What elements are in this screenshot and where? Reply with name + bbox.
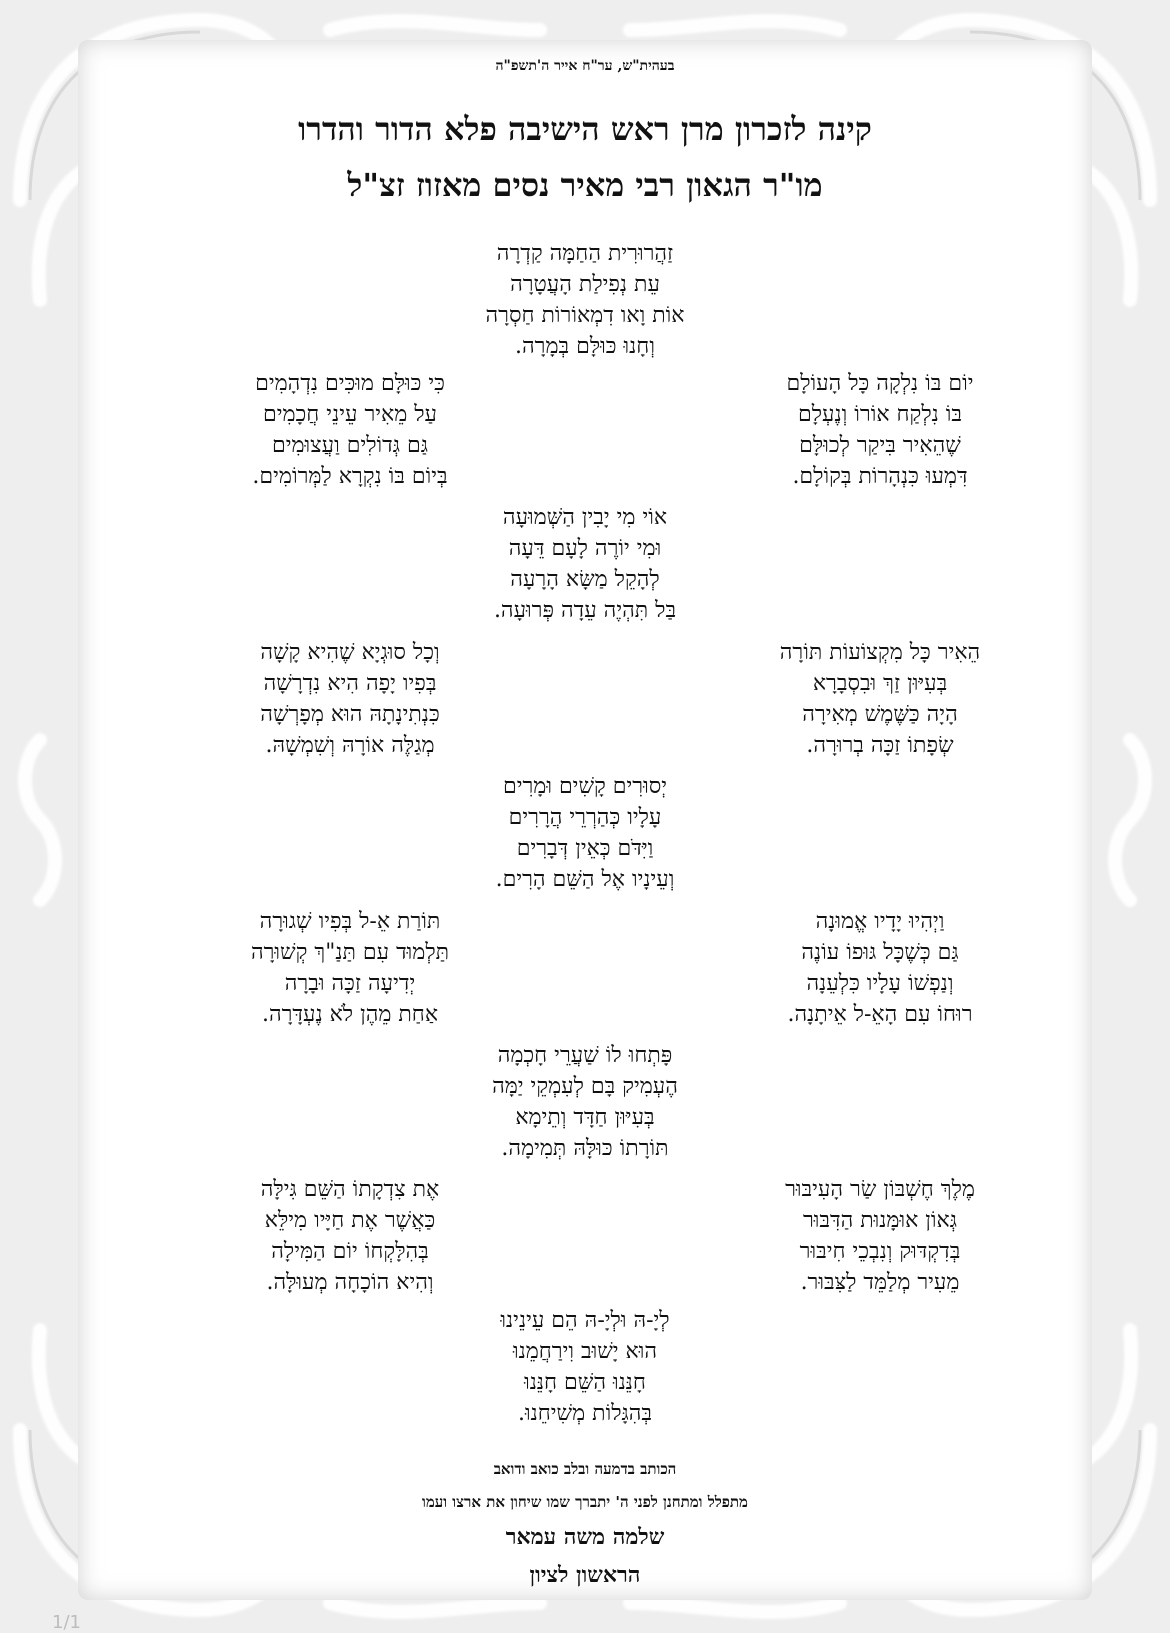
- verse-line: וְכָל סוּגְיָא שֶׁהִיא קָשָׁה: [260, 640, 440, 665]
- verse-line: מֵעִיר מְלַמֵּד לַצִּבּוּר.: [800, 1270, 960, 1295]
- verse-line: לְיָ-הּ וּלְיָ-הּ הֵם עֵינֵינוּ: [500, 1308, 670, 1333]
- verse-line: גְּאוֹן אוּמָּנוּת הַדִּבּוּר: [802, 1208, 958, 1233]
- verse-line: יוֹם בּוֹ נִלְקָה כָּל הָעוֹלָם: [786, 371, 974, 396]
- stanza-right-3: [760, 906, 1000, 1030]
- verse-line: שֶׁהֵאִיר בִּיקַר לְכוּלָּם: [799, 433, 961, 458]
- stanza-center-5: [420, 1305, 750, 1429]
- verse-line: חָנֵּנוּ הַשֵּׁם חָנֵּנוּ: [524, 1370, 646, 1395]
- verse-line: בְּיוֹם בּוֹ נִקְרָא לַמְּרוֹמִים.: [252, 464, 448, 489]
- stanza-right-1: [760, 368, 1000, 492]
- stanza-right-2: [760, 637, 1000, 761]
- verse-line: גַּם כְּשֶׁכָּל גּוּפוֹ עוֹנֶה: [801, 940, 959, 965]
- verse-line: יְדִיעָה זַכָּה וּבָרָה: [284, 971, 416, 996]
- verse-line: דִּמְעוּ כִּנְהָרוֹת בְּקוֹלָם.: [792, 464, 968, 489]
- verse-line: כִּי כּוּלָּם מוּכִּים נִדְהָמִים: [255, 371, 445, 396]
- verse-line: אוֹי מִי יָבִין הַשְּׁמוּעָה: [502, 505, 668, 530]
- verse-line: הֵאִיר כָּל מִקְצוֹעוֹת תּוֹרָה: [779, 640, 981, 665]
- signature-line-2: מתפלל ומתחנן לפני ה' יתברך שמו שיחון את ארצו ועמו: [422, 1493, 748, 1511]
- verse-line: יְסוּרִים קָשִׁים וּמָרִים: [502, 774, 668, 799]
- verse-line: בַּל תִּהְיֶה עֵדָה פְּרוּעָה.: [493, 598, 677, 623]
- verse-line: בְּדִקְדּוּק וְנִבְכֵי חִיבּוּר: [799, 1239, 961, 1264]
- verse-line: תּוֹרָתוֹ כּוּלָּהּ תְּמִימָה.: [501, 1136, 669, 1161]
- stanza-right-4: [760, 1174, 1000, 1298]
- verse-line: מֶלֶךְ חֶשְׁבּוֹן שַׂר הָעִיבּוּר: [785, 1177, 975, 1202]
- verse-line: עַל מֵאִיר עֵינֵי חֲכָמִים: [263, 402, 437, 427]
- stanza-center-4: [420, 1040, 750, 1164]
- verse-line: רוּחוֹ עִם הָאֵ-ל אֵיתָנָה.: [787, 1002, 973, 1027]
- date-header: בעהית"ש, ער"ח אייר ה'תשפ"ה: [495, 58, 675, 74]
- verse-line: זַהֲרוּרִית הַחַמָּה קַדְרָה: [496, 241, 674, 266]
- verse-line: הָיָה כַּשֶּׁמֶשׁ מְאִירָה: [802, 702, 958, 727]
- stanza-center-3: [420, 771, 750, 895]
- verse-line: פָּתְחוּ לוֹ שַׁעֲרֵי חָכְמָה: [497, 1043, 673, 1068]
- verse-line: בְּהִלָּקְחוֹ יוֹם הַמִּילָה: [271, 1239, 429, 1264]
- verse-line: וַיְהִיוּ יָדָיו אֱמוּנָה: [815, 909, 945, 934]
- verse-line: וְנַפְשׁוֹ עָלָיו כִּלְעֵנָה: [806, 971, 954, 996]
- signature-line-1: הכותב בדמעה ובלב כואב ודואב: [493, 1460, 677, 1478]
- stanza-center-2: [420, 502, 750, 626]
- verse-line: בְּעִיּוּן חַדָּד וְתֵימָא: [515, 1105, 655, 1130]
- verse-line: וּמִי יוֹרֶה לָעָם דֵּעָה: [508, 536, 662, 561]
- verse-line: תַּלְמוּד עִם תַּנַ"ךְ קְשׁוּרָה: [250, 940, 450, 965]
- verse-line: תּוֹרַת אֵ-ל בְּפִיו שְׁגוּרָה: [259, 909, 441, 934]
- verse-line: בְּפִיו יָפָה הִיא נִדְרָשָׁה: [263, 671, 437, 696]
- verse-line: שְׂפָתוֹ זַכָּה בְרוּרָה.: [806, 733, 954, 758]
- verse-line: הוּא יָשׁוּב וִירַחֲמֵנוּ: [512, 1339, 658, 1364]
- verse-line: מְגַלֶּה אוֹרָהּ וְשִׁמְשָׁהּ.: [265, 733, 435, 758]
- verse-line: בְּהִגָּלוֹת מְשִׁיחֵנוּ.: [517, 1401, 653, 1426]
- stanza-center-1: [420, 238, 750, 362]
- signature-name: שלמה משה עמאר: [505, 1524, 665, 1550]
- verse-line: אוֹת וָאו דִמְאוֹרוֹת חַסְרָה: [485, 303, 685, 328]
- verse-line: וְחָנוּ כּוּלָּם בְּמָרָה.: [515, 334, 655, 359]
- stanza-left-4: [200, 1174, 500, 1298]
- page-title: קינה לזכרון מרן ראש הישיבה פלא הדור והדרו: [298, 110, 872, 148]
- verse-line: וְעֵינָיו אֶל הַשֵּׁם הָרִים.: [495, 867, 675, 892]
- verse-line: כַּאֲשֶׁר אֶת חַיָּיו מִילֵּא: [264, 1208, 436, 1233]
- verse-line: הֶעְמִיק בָּם לְעִמְקֵי יַמָּה: [492, 1074, 678, 1099]
- verse-line: אַחַת מֵהֶן לֹא נֶעְדָּרָה.: [261, 1002, 439, 1027]
- stanza-left-2: [200, 637, 500, 761]
- page-subtitle: מו"ר הגאון רבי מאיר נסים מאזוז זצ"ל: [347, 166, 823, 204]
- verse-line: לְהָקֵל מַשָּׂא הָרָעָה: [510, 567, 660, 592]
- verse-line: וְהִיא הוֹכָחָה מְעוּלָּה.: [266, 1270, 434, 1295]
- verse-line: גַּם גְּדוֹלִים וַעֲצוּמִים: [271, 433, 428, 458]
- verse-line: וַיִּדֹּם כְּאֵין דְּבָרִים: [516, 836, 654, 861]
- verse-line: עֵת נְפִילַת הָעֲטָרָה: [510, 272, 660, 297]
- verse-line: בְּעִיּוּן זַךְ וּבִסְבָרָא: [812, 671, 948, 696]
- stanza-left-1: [200, 368, 500, 492]
- signature-role: הראשון לציון: [529, 1562, 641, 1588]
- verse-line: כִּנְתִינָתָהּ הוּא מְפָרְשָׁה: [260, 702, 440, 727]
- page-indicator: 1/1: [52, 1612, 81, 1633]
- verse-line: אֶת צִדְקָתוֹ הַשֵּׁם גִּילָּה: [260, 1177, 440, 1202]
- verse-line: בּוֹ נִלְקַח אוֹרוֹ וְנֶעְלָם: [798, 402, 962, 427]
- verse-line: עָלָיו כְּהַרְרֵי הֲרָרִים: [508, 805, 662, 830]
- stanza-left-3: [200, 906, 500, 1030]
